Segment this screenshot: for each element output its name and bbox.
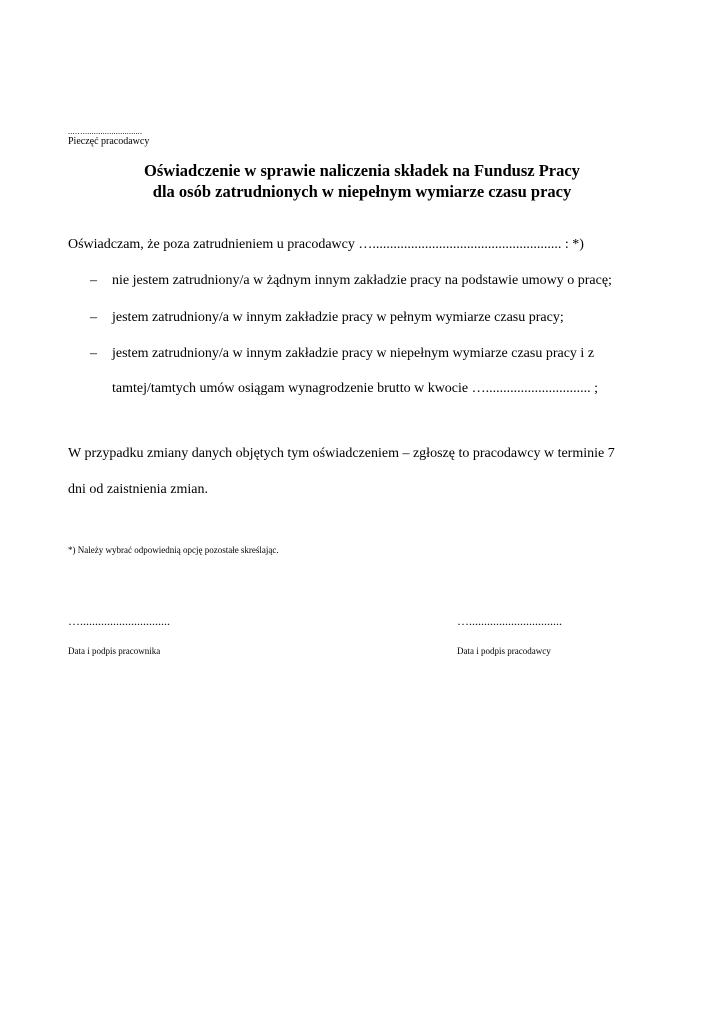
employer-stamp-label: Pieczęć pracodawcy [68,136,150,147]
footnote: *) Należy wybrać odpowiednią opcję pozostałe skreślając. [68,545,279,555]
change-notice-line-1: W przypadku zmiany danych objętych tym oświadczeniem – zgłoszę to pracodawcy w terminie 7 [68,446,615,461]
employer-signature-line: …............................... [457,614,562,628]
option-not-employed-elsewhere: nie jestem zatrudniony/a w żądnym innym zakładzie pracy na podstawie umowy o pracę; [112,273,612,288]
option-full-time-elsewhere: jestem zatrudniony/a w innym zakładzie pracy w pełnym wymiarze czasu pracy; [112,310,564,325]
bullet-dash-3: – [90,346,97,361]
change-notice-line-2: dni od zaistnienia zmian. [68,482,208,497]
employee-signature-label: Data i podpis pracownika [68,646,161,656]
employer-signature-label: Data i podpis pracodawcy [457,646,551,656]
bullet-dash-1: – [90,273,97,288]
bullet-dash-2: – [90,310,97,325]
option-part-time-elsewhere: jestem zatrudniony/a w innym zakładzie pracy w niepełnym wymiarze czasu pracy i z [112,346,595,361]
option-part-time-salary-line: tamtej/tamtych umów osiągam wynagrodzenie brutto w kwocie ….............................. ; [112,381,599,396]
document-title-line-2: dla osób zatrudnionych w niepełnym wymiarze czasu pracy [152,182,572,201]
document-title-line-1: Oświadczenie w sprawie naliczenia składek na Fundusz Pracy [144,161,580,180]
statement-intro: Oświadczam, że poza zatrudnieniem u pracodawcy …...................................................... : *) [68,237,584,252]
employee-signature-line: ….............................. [68,614,170,628]
employer-stamp-dots: ...…........................... [68,127,143,136]
